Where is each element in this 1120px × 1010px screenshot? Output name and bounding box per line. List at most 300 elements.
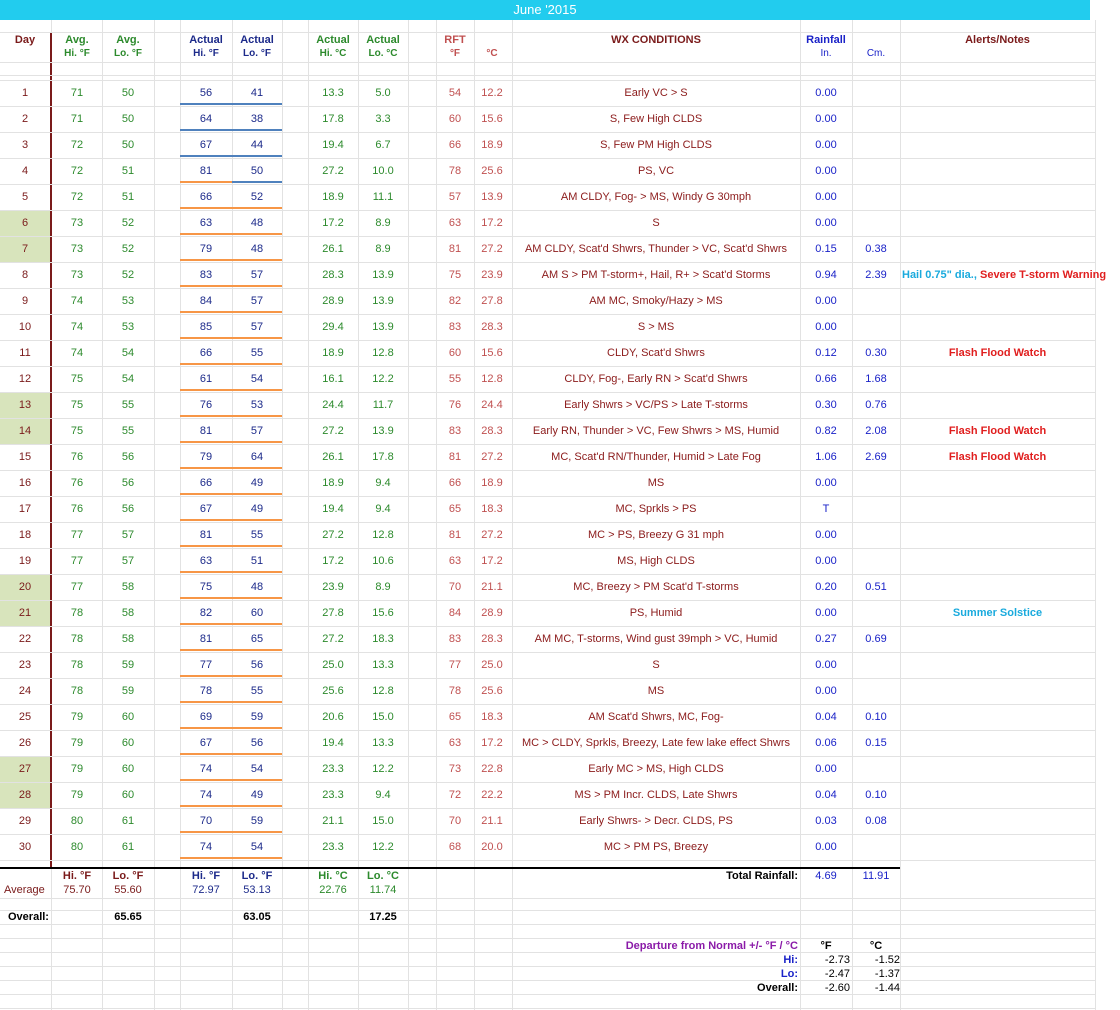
actual-lo-cell: 41 <box>250 87 264 99</box>
actual-hi-cell: 66 <box>199 347 213 359</box>
rain-cm-cell: 0.15 <box>865 737 887 749</box>
actual-hi-c-cell: 16.1 <box>322 373 344 385</box>
actual-hi-cell: 81 <box>199 529 213 541</box>
average-act-lo: 53.13 <box>243 884 271 896</box>
rft-f-cell: 78 <box>448 685 462 697</box>
header-act-hi-2: Hi. °F <box>193 48 219 59</box>
rain-cm-cell: 0.69 <box>865 633 887 645</box>
rft-c-cell: 27.2 <box>481 451 503 463</box>
grid-hline <box>0 952 1095 953</box>
actual-cell-underline <box>232 649 282 651</box>
rain-in-cell: 1.06 <box>815 451 837 463</box>
actual-cell-underline <box>232 493 282 495</box>
departure-hi-f: -2.73 <box>824 954 850 966</box>
day-cell: 15 <box>18 451 32 463</box>
actual-lo-cell: 48 <box>250 217 264 229</box>
actual-lo-c-cell: 12.2 <box>372 763 394 775</box>
overall-label: Overall: <box>8 911 49 923</box>
rain-cm-cell: 2.69 <box>865 451 887 463</box>
actual-hi-c-cell: 27.2 <box>322 165 344 177</box>
rft-f-cell: 81 <box>448 451 462 463</box>
avg-lo-cell: 50 <box>121 113 135 125</box>
rft-f-cell: 82 <box>448 295 462 307</box>
rft-c-cell: 12.8 <box>481 373 503 385</box>
avg-lo-cell: 52 <box>121 243 135 255</box>
rain-cm-cell: 0.30 <box>865 347 887 359</box>
actual-lo-c-cell: 8.9 <box>375 581 391 593</box>
actual-hi-c-cell: 23.9 <box>322 581 344 593</box>
rain-in-cell: 0.66 <box>815 373 837 385</box>
rain-in-cell: 0.15 <box>815 243 837 255</box>
avg-lo-cell: 51 <box>121 191 135 203</box>
actual-lo-c-cell: 12.8 <box>372 347 394 359</box>
grid-hline <box>0 340 1095 341</box>
rain-in-cell: 0.00 <box>815 321 837 333</box>
header-rain-1: Rainfall <box>806 34 846 46</box>
grid-hline <box>0 966 1095 967</box>
header-rain-2: In. <box>820 48 832 59</box>
actual-cell-underline <box>232 545 282 547</box>
actual-lo-cell: 55 <box>250 529 264 541</box>
rft-f-cell: 55 <box>448 373 462 385</box>
rft-c-cell: 13.9 <box>481 191 503 203</box>
avg-lo-cell: 56 <box>121 451 135 463</box>
rft-c-cell: 18.9 <box>481 139 503 151</box>
actual-lo-cell: 54 <box>250 373 264 385</box>
rft-c-cell: 17.2 <box>481 555 503 567</box>
avg-hi-cell: 77 <box>70 555 84 567</box>
actual-lo-cell: 60 <box>250 607 264 619</box>
wx-conditions-cell: MS <box>647 685 665 697</box>
grid-hline <box>0 470 1095 471</box>
rft-c-cell: 18.3 <box>481 503 503 515</box>
rain-in-cell: 0.04 <box>815 789 837 801</box>
rft-c-cell: 15.6 <box>481 347 503 359</box>
alert-note <box>900 425 1095 438</box>
actual-hi-cell: 75 <box>199 581 213 593</box>
rain-in-cell: T <box>822 503 830 515</box>
actual-cell-underline <box>180 571 232 573</box>
actual-hi-cell: 77 <box>199 659 213 671</box>
alert-note <box>900 451 1095 464</box>
actual-hi-cell: 63 <box>199 555 213 567</box>
avg-hi-cell: 79 <box>70 789 84 801</box>
actual-hi-c-cell: 26.1 <box>322 243 344 255</box>
actual-lo-cell: 57 <box>250 425 264 437</box>
actual-cell-underline <box>180 363 232 365</box>
actual-cell-underline <box>232 233 282 235</box>
actual-hi-cell: 82 <box>199 607 213 619</box>
grid-hline <box>0 418 1095 419</box>
actual-cell-underline <box>180 623 232 625</box>
day-cell: 18 <box>18 529 32 541</box>
avg-lo-cell: 60 <box>121 737 135 749</box>
rft-c-cell: 23.9 <box>481 269 503 281</box>
header-act-lo-2: Lo. °F <box>243 48 271 59</box>
avg-hi-cell: 75 <box>70 373 84 385</box>
actual-cell-underline <box>180 337 232 339</box>
wx-conditions-cell: AM MC, Smoky/Hazy > MS <box>589 295 723 307</box>
actual-lo-cell: 48 <box>250 581 264 593</box>
wx-conditions-cell: MS, High CLDS <box>617 555 695 567</box>
alert-note <box>900 607 1095 620</box>
grid-hline <box>0 32 1095 33</box>
summary-lo-c-label: Lo. °C <box>367 870 399 882</box>
departure-lo-c: -1.37 <box>874 968 900 980</box>
actual-lo-c-cell: 12.2 <box>372 841 394 853</box>
grid-vline <box>154 20 155 1010</box>
overall-act: 63.05 <box>243 911 271 923</box>
actual-hi-cell: 84 <box>199 295 213 307</box>
actual-hi-c-cell: 24.4 <box>322 399 344 411</box>
rain-in-cell: 0.12 <box>815 347 837 359</box>
average-avg-lo: 55.60 <box>114 884 142 896</box>
grid-vline <box>408 20 409 1010</box>
grid-hline <box>0 106 1095 107</box>
rft-f-cell: 60 <box>448 347 462 359</box>
actual-hi-c-cell: 17.2 <box>322 217 344 229</box>
alert-note <box>902 269 1120 282</box>
actual-lo-cell: 57 <box>250 269 264 281</box>
grid-hline <box>0 910 1095 911</box>
rft-f-cell: 83 <box>448 321 462 333</box>
day-cell: 1 <box>21 87 29 99</box>
rain-in-cell: 0.00 <box>815 477 837 489</box>
rain-in-cell: 0.00 <box>815 113 837 125</box>
avg-hi-cell: 79 <box>70 711 84 723</box>
rft-c-cell: 18.3 <box>481 711 503 723</box>
grid-hline <box>0 678 1095 679</box>
wx-conditions-cell: Early RN, Thunder > VC, Few Shwrs > MS, Humid <box>532 425 780 437</box>
departure-overall-label: Overall: <box>757 982 798 994</box>
rain-cm-cell: 0.10 <box>865 711 887 723</box>
actual-hi-c-cell: 27.2 <box>322 425 344 437</box>
rft-f-cell: 81 <box>448 529 462 541</box>
actual-lo-c-cell: 12.8 <box>372 529 394 541</box>
actual-lo-c-cell: 11.1 <box>372 191 394 203</box>
grid-hline <box>0 184 1095 185</box>
average-act-hi: 72.97 <box>192 884 220 896</box>
wx-conditions-cell: AM MC, T-storms, Wind gust 39mph > VC, Humid <box>534 633 778 645</box>
avg-hi-cell: 79 <box>70 763 84 775</box>
actual-lo-c-cell: 10.0 <box>372 165 394 177</box>
rain-in-cell: 0.00 <box>815 295 837 307</box>
actual-lo-c-cell: 18.3 <box>372 633 394 645</box>
actual-hi-cell: 66 <box>199 477 213 489</box>
header-avg-lo-2: Lo. °F <box>114 48 142 59</box>
grid-hline <box>0 75 1095 76</box>
header-rft-2: °F <box>449 48 461 59</box>
actual-hi-c-cell: 26.1 <box>322 451 344 463</box>
actual-lo-cell: 55 <box>250 685 264 697</box>
actual-hi-c-cell: 28.3 <box>322 269 344 281</box>
rft-c-cell: 28.3 <box>481 321 503 333</box>
rain-in-cell: 0.00 <box>815 165 837 177</box>
avg-lo-cell: 50 <box>121 139 135 151</box>
day-cell: 9 <box>21 295 29 307</box>
actual-hi-c-cell: 19.4 <box>322 139 344 151</box>
actual-hi-c-cell: 18.9 <box>322 347 344 359</box>
actual-hi-cell: 85 <box>199 321 213 333</box>
actual-lo-cell: 44 <box>250 139 264 151</box>
actual-cell-underline <box>180 727 232 729</box>
rft-f-cell: 77 <box>448 659 462 671</box>
actual-lo-c-cell: 17.8 <box>372 451 394 463</box>
actual-cell-underline <box>232 311 282 313</box>
avg-lo-cell: 53 <box>121 295 135 307</box>
actual-cell-underline <box>232 675 282 677</box>
actual-cell-underline <box>180 779 232 781</box>
actual-lo-cell: 59 <box>250 711 264 723</box>
rain-in-cell: 0.30 <box>815 399 837 411</box>
actual-lo-c-cell: 3.3 <box>375 113 391 125</box>
actual-hi-c-cell: 23.3 <box>322 789 344 801</box>
grid-hline <box>0 938 1095 939</box>
avg-hi-cell: 72 <box>70 191 84 203</box>
actual-hi-c-cell: 25.0 <box>322 659 344 671</box>
actual-cell-underline <box>232 519 282 521</box>
rft-c-cell: 21.1 <box>481 815 503 827</box>
header-act-hi-c-1: Actual <box>316 34 350 46</box>
rain-in-cell: 0.27 <box>815 633 837 645</box>
actual-lo-c-cell: 10.6 <box>372 555 394 567</box>
day-cell: 8 <box>21 269 29 281</box>
rain-in-cell: 0.00 <box>815 841 837 853</box>
day-cell: 3 <box>21 139 29 151</box>
actual-cell-underline <box>232 753 282 755</box>
avg-hi-cell: 76 <box>70 477 84 489</box>
avg-lo-cell: 59 <box>121 659 135 671</box>
rain-cm-cell: 0.08 <box>865 815 887 827</box>
rain-in-cell: 0.20 <box>815 581 837 593</box>
avg-hi-cell: 72 <box>70 165 84 177</box>
rft-f-cell: 76 <box>448 399 462 411</box>
actual-cell-underline <box>180 285 232 287</box>
actual-cell-underline <box>180 129 232 131</box>
rain-cm-cell: 2.39 <box>865 269 887 281</box>
avg-hi-cell: 78 <box>70 607 84 619</box>
wx-conditions-cell: MC, Breezy > PM Scat'd T-storms <box>573 581 739 593</box>
actual-cell-underline <box>232 129 282 131</box>
departure-lo-label: Lo: <box>780 968 798 980</box>
grid-hline <box>0 210 1095 211</box>
header-avg-lo-1: Avg. <box>116 34 140 46</box>
avg-hi-cell: 71 <box>70 87 84 99</box>
rain-cm-cell: 0.38 <box>865 243 887 255</box>
rain-cm-cell: 0.10 <box>865 789 887 801</box>
day-cell: 30 <box>18 841 32 853</box>
rft-f-cell: 84 <box>448 607 462 619</box>
avg-hi-cell: 74 <box>70 347 84 359</box>
actual-cell-underline <box>180 597 232 599</box>
wx-conditions-cell: AM Scat'd Shwrs, MC, Fog- <box>588 711 724 723</box>
avg-lo-cell: 60 <box>121 763 135 775</box>
avg-lo-cell: 60 <box>121 711 135 723</box>
actual-lo-cell: 48 <box>250 243 264 255</box>
grid-hline <box>0 158 1095 159</box>
actual-cell-underline <box>180 649 232 651</box>
day-cell: 23 <box>18 659 32 671</box>
avg-hi-cell: 80 <box>70 815 84 827</box>
departure-overall-f: -2.60 <box>824 982 850 994</box>
actual-cell-underline <box>180 753 232 755</box>
wx-conditions-cell: AM CLDY, Scat'd Shwrs, Thunder > VC, Scat'd Shwrs <box>524 243 788 255</box>
avg-hi-cell: 76 <box>70 451 84 463</box>
grid-hline <box>0 80 1095 81</box>
day-cell: 10 <box>18 321 32 333</box>
actual-lo-c-cell: 8.9 <box>375 243 391 255</box>
departure-hi-label: Hi: <box>783 954 798 966</box>
day-cell: 11 <box>19 347 31 359</box>
avg-lo-cell: 52 <box>121 217 135 229</box>
actual-cell-underline <box>232 805 282 807</box>
rain-cm-cell: 0.51 <box>865 581 887 593</box>
day-cell: 6 <box>21 217 29 229</box>
avg-lo-cell: 60 <box>121 789 135 801</box>
actual-cell-underline <box>232 337 282 339</box>
actual-cell-underline <box>232 103 282 105</box>
grid-vline <box>1095 20 1096 1010</box>
rft-c-cell: 15.6 <box>481 113 503 125</box>
total-rain-in: 4.69 <box>815 870 837 882</box>
actual-lo-cell: 55 <box>250 347 264 359</box>
actual-lo-c-cell: 9.4 <box>375 503 391 515</box>
header-act-hi-1: Actual <box>189 34 223 46</box>
avg-lo-cell: 61 <box>121 815 135 827</box>
header-rain-cm: Cm. <box>866 48 886 59</box>
actual-lo-cell: 59 <box>250 815 264 827</box>
actual-cell-underline <box>180 441 232 443</box>
average-avg-hi: 75.70 <box>63 884 91 896</box>
actual-lo-c-cell: 13.3 <box>372 659 394 671</box>
actual-cell-underline <box>180 467 232 469</box>
actual-hi-cell: 76 <box>199 399 213 411</box>
rft-c-cell: 22.8 <box>481 763 503 775</box>
day-cell: 28 <box>18 789 32 801</box>
rft-f-cell: 68 <box>448 841 462 853</box>
avg-hi-cell: 73 <box>70 217 84 229</box>
alert-note-text: Flash Flood Watch <box>948 347 1047 359</box>
wx-conditions-cell: S > MS <box>637 321 675 333</box>
actual-hi-c-cell: 28.9 <box>322 295 344 307</box>
wx-conditions-cell: PS, Humid <box>629 607 683 619</box>
actual-hi-c-cell: 19.4 <box>322 737 344 749</box>
alert-note-prefix: Hail 0.75" dia., <box>902 269 980 281</box>
rft-c-cell: 28.3 <box>481 633 503 645</box>
day-cell: 19 <box>18 555 32 567</box>
rain-in-cell: 0.00 <box>815 217 837 229</box>
alert-note-text: Flash Flood Watch <box>948 425 1047 437</box>
actual-lo-cell: 54 <box>250 763 264 775</box>
actual-cell-underline <box>180 155 232 157</box>
actual-lo-c-cell: 9.4 <box>375 477 391 489</box>
header-act-lo-c-2: Lo. °C <box>368 48 398 59</box>
actual-hi-cell: 83 <box>199 269 213 281</box>
grid-hline <box>0 392 1095 393</box>
actual-lo-c-cell: 13.9 <box>372 425 394 437</box>
departure-hi-c: -1.52 <box>874 954 900 966</box>
actual-lo-cell: 38 <box>250 113 264 125</box>
actual-lo-c-cell: 13.9 <box>372 269 394 281</box>
rft-f-cell: 65 <box>448 503 462 515</box>
actual-cell-underline <box>232 571 282 573</box>
day-cell: 7 <box>21 243 29 255</box>
grid-hline <box>0 652 1095 653</box>
grid-hline <box>0 924 1095 925</box>
actual-hi-c-cell: 25.6 <box>322 685 344 697</box>
actual-cell-underline <box>232 363 282 365</box>
summary-avg-hi-label: Hi. °F <box>62 870 92 882</box>
actual-cell-underline <box>232 597 282 599</box>
actual-hi-cell: 69 <box>199 711 213 723</box>
actual-lo-c-cell: 6.7 <box>375 139 391 151</box>
grid-vline <box>282 20 283 1010</box>
wx-conditions-cell: S, Few PM High CLDS <box>600 139 712 151</box>
rain-in-cell: 0.06 <box>815 737 837 749</box>
header-act-lo-1: Actual <box>240 34 274 46</box>
grid-hline <box>0 314 1095 315</box>
rft-f-cell: 63 <box>448 555 462 567</box>
rain-in-cell: 0.82 <box>815 425 837 437</box>
actual-hi-c-cell: 29.4 <box>322 321 344 333</box>
day-cell: 2 <box>21 113 29 125</box>
rft-c-cell: 27.2 <box>481 243 503 255</box>
rft-f-cell: 83 <box>448 633 462 645</box>
actual-hi-cell: 81 <box>199 425 213 437</box>
rft-c-cell: 18.9 <box>481 477 503 489</box>
actual-hi-c-cell: 23.3 <box>322 841 344 853</box>
header-act-lo-c-1: Actual <box>366 34 400 46</box>
grid-hline <box>0 366 1095 367</box>
actual-hi-c-cell: 27.2 <box>322 529 344 541</box>
actual-hi-c-cell: 27.2 <box>322 633 344 645</box>
actual-cell-underline <box>232 389 282 391</box>
rain-in-cell: 0.00 <box>815 659 837 671</box>
rain-in-cell: 0.04 <box>815 711 837 723</box>
actual-hi-c-cell: 21.1 <box>322 815 344 827</box>
grid-hline <box>0 730 1095 731</box>
rft-c-cell: 28.9 <box>481 607 503 619</box>
actual-cell-underline <box>232 441 282 443</box>
grid-hline <box>0 236 1095 237</box>
rain-in-cell: 0.94 <box>815 269 837 281</box>
alert-note-text: Summer Solstice <box>952 607 1043 619</box>
day-cell: 25 <box>18 711 32 723</box>
rain-in-cell: 0.00 <box>815 607 837 619</box>
rft-f-cell: 75 <box>448 269 462 281</box>
rft-c-cell: 17.2 <box>481 737 503 749</box>
avg-hi-cell: 71 <box>70 113 84 125</box>
average-lo-c: 11.74 <box>369 884 397 896</box>
actual-hi-cell: 78 <box>199 685 213 697</box>
actual-hi-cell: 70 <box>199 815 213 827</box>
avg-lo-cell: 55 <box>121 425 135 437</box>
rft-c-cell: 21.1 <box>481 581 503 593</box>
rain-in-cell: 0.00 <box>815 191 837 203</box>
grid-hline <box>0 288 1095 289</box>
actual-hi-cell: 74 <box>199 789 213 801</box>
wx-conditions-cell: AM S > PM T-storm+, Hail, R+ > Scat'd Storms <box>541 269 771 281</box>
actual-hi-cell: 67 <box>199 737 213 749</box>
actual-cell-underline <box>180 311 232 313</box>
day-cell: 13 <box>18 399 32 411</box>
day-cell: 14 <box>18 425 32 437</box>
header-alerts: Alerts/Notes <box>965 34 1030 46</box>
departure-overall-c: -1.44 <box>874 982 900 994</box>
actual-hi-c-cell: 18.9 <box>322 477 344 489</box>
day-cell: 22 <box>18 633 32 645</box>
actual-cell-underline <box>232 155 282 157</box>
